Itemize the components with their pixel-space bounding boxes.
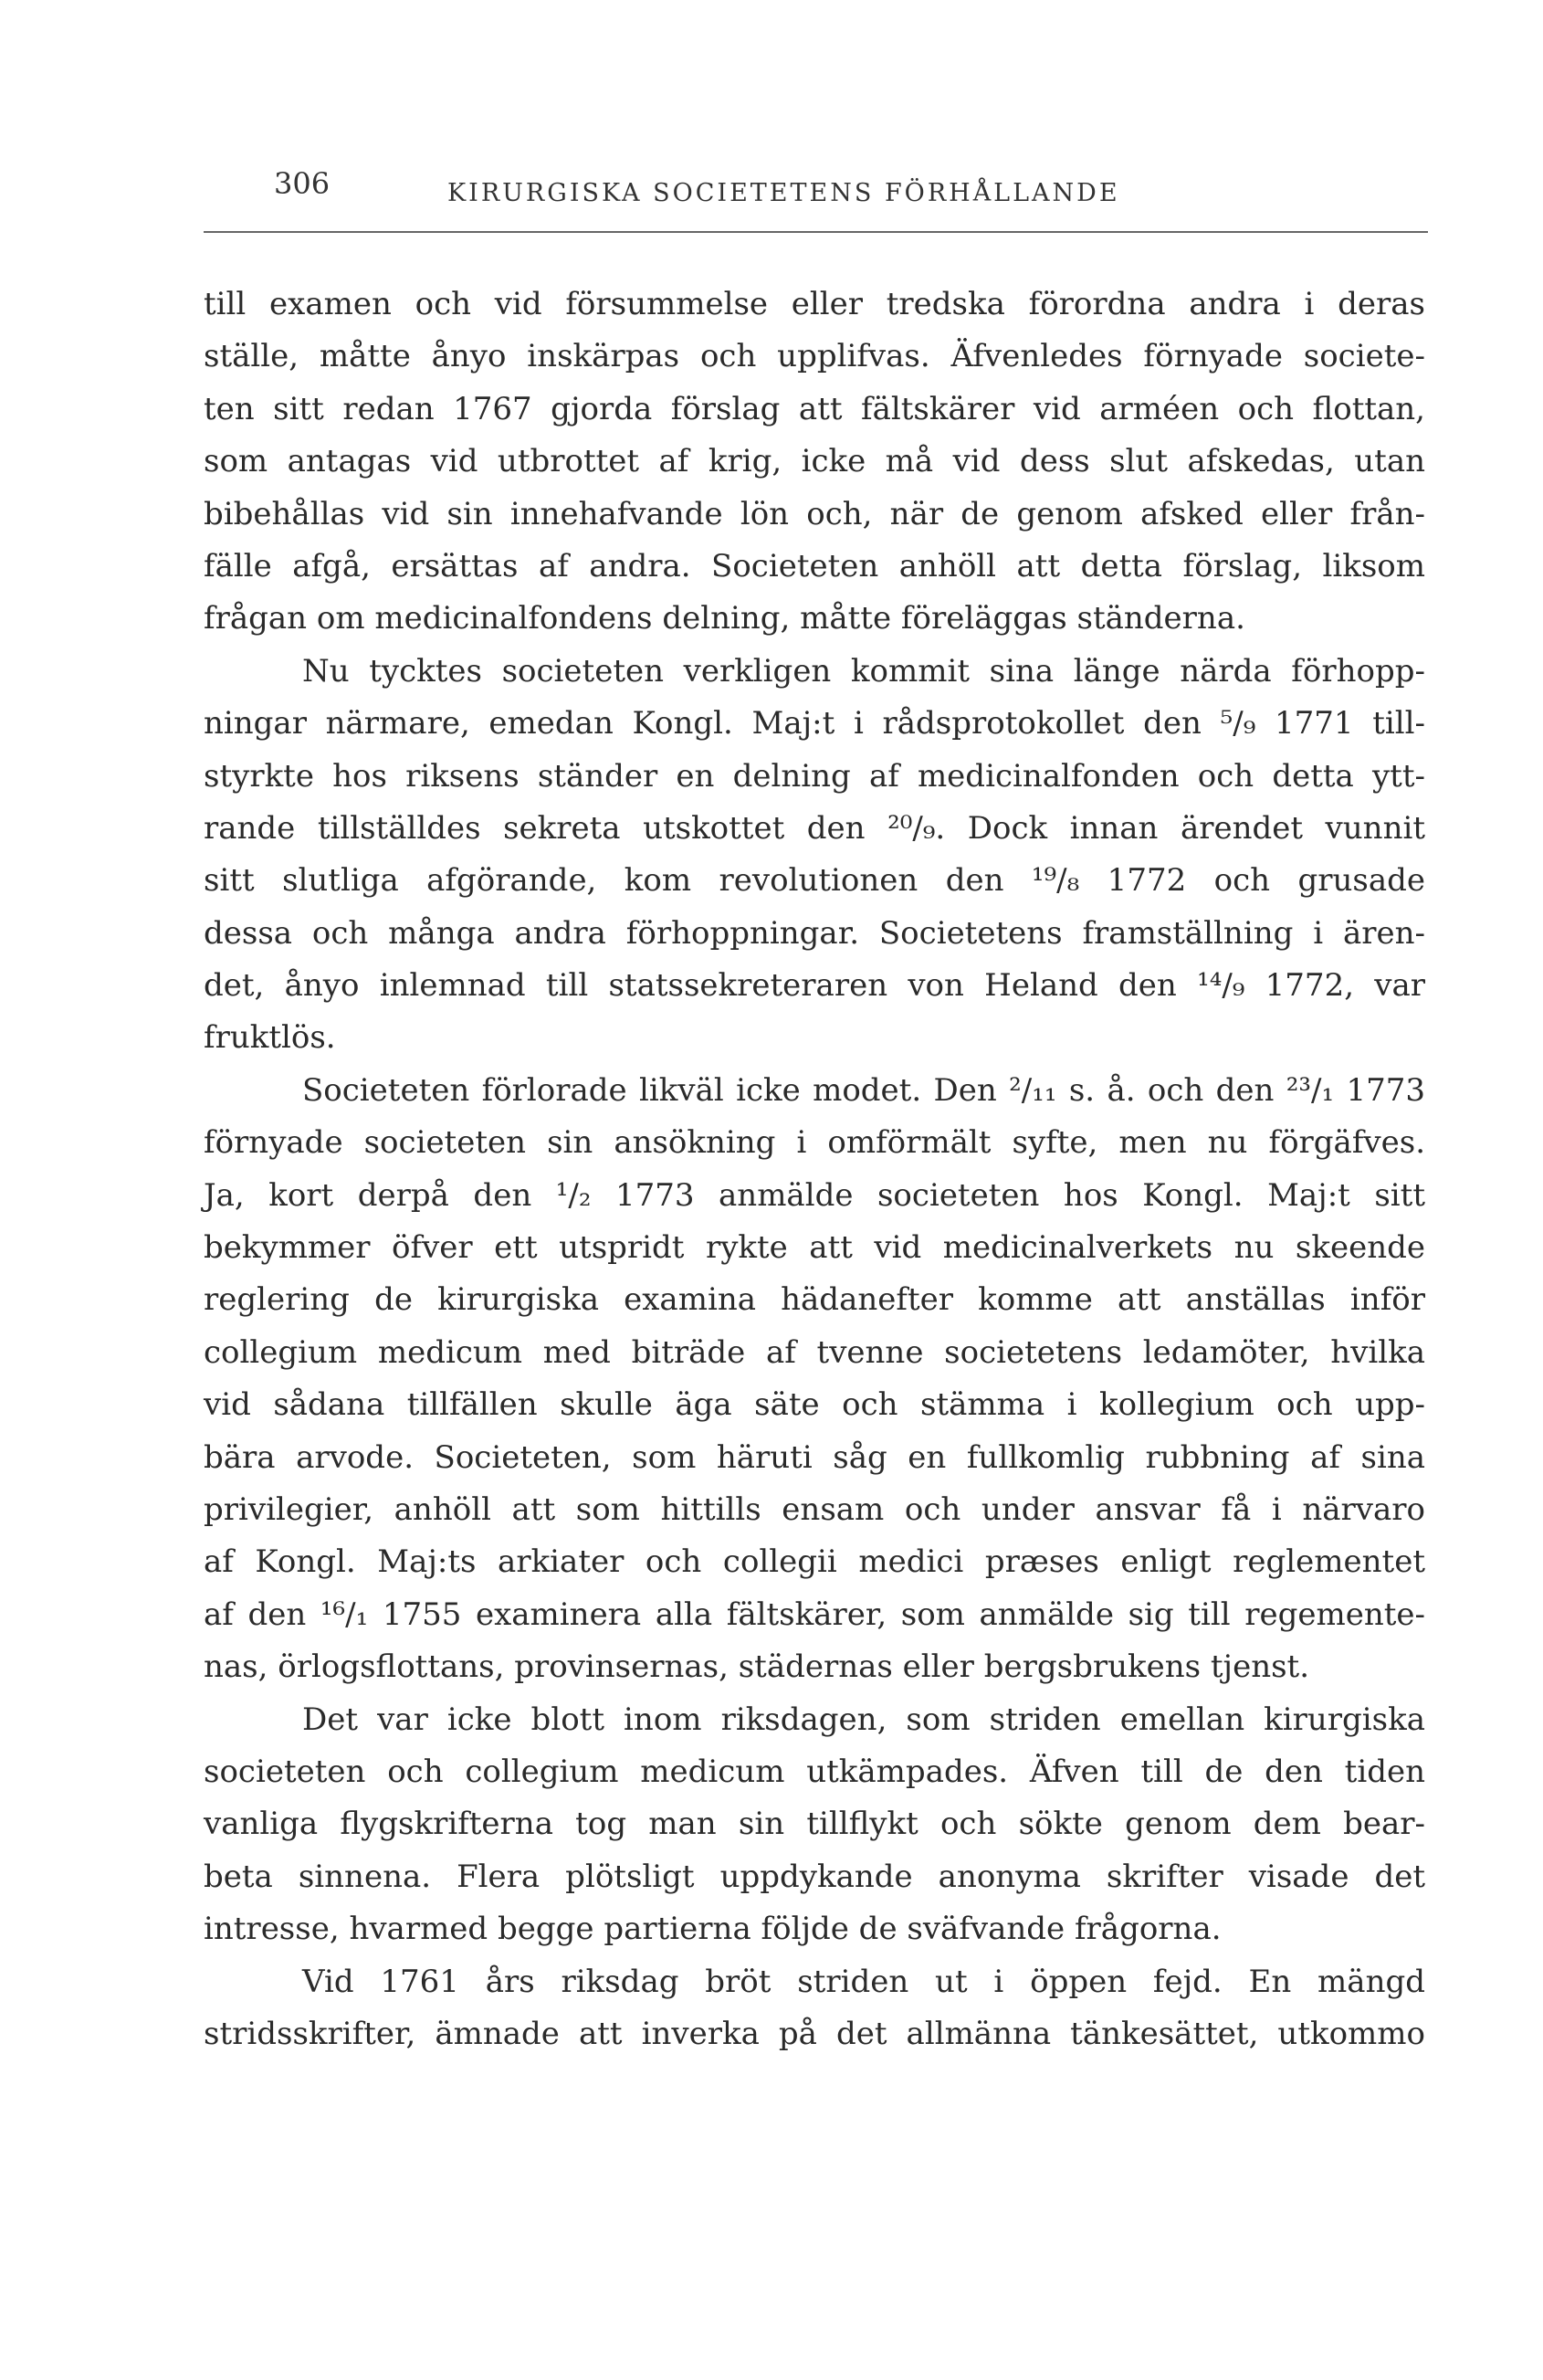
text-line: bekymmer öfver ett utspridt rykte att vid medicinalverkets nu skeende (204, 1229, 1425, 1267)
text-line: Vid 1761 års riksdag bröt striden ut i öppen fejd. En mängd (302, 1963, 1425, 2000)
text-line: af Kongl. Maj:ts arkiater och collegii medici præses enligt reglementet (204, 1543, 1425, 1581)
text-line: Ja, kort derpå den ¹/₂ 1773 anmälde societeten hos Kongl. Maj:t sitt (204, 1176, 1425, 1214)
text-line: som antagas vid utbrottet af krig, icke må vid dess slut afskedas, utan (204, 443, 1425, 480)
text-line: till examen och vid försummelse eller tredska förordna andra i deras (204, 286, 1425, 322)
text-line: Nu tycktes societeten verkligen kommit sina länge närda förhopp- (302, 652, 1425, 690)
text-line: det, ånyo inlemnad till statssekreteraren von Heland den ¹⁴/₉ 1772, var (204, 967, 1425, 1005)
text-line: styrkte hos riksens ständer en delning af medicinalfonden och detta ytt- (204, 757, 1425, 795)
text-line: fruktlös. (204, 1019, 336, 1057)
header-rule (204, 231, 1428, 233)
text-line: rande tillställdes sekreta utskottet den ²⁰/₉. Dock innan ärendet vunnit (204, 809, 1425, 847)
text-line: vanliga flygskrifterna tog man sin tillflykt och sökte genom dem bear- (204, 1806, 1425, 1843)
text-line: ningar närmare, emedan Kongl. Maj:t i rådsprotokollet den ⁵/₉ 1771 till- (204, 705, 1425, 742)
body-text (204, 279, 1425, 2060)
text-line: Societeten förlorade likväl icke modet. Den ²/₁₁ s. å. och den ²³/₁ 1773 (302, 1071, 1425, 1109)
text-line: frågan om medicinalfondens delning, måtte föreläggas ständerna. (204, 600, 1245, 637)
text-line: bibehållas vid sin innehafvande lön och, när de genom afsked eller från- (204, 495, 1425, 532)
text-line: förnyade societeten sin ansökning i omförmält syfte, men nu förgäfves. (204, 1124, 1425, 1162)
text-line: af den ¹⁶/₁ 1755 examinera alla fältskärer, som anmälde sig till regemente- (204, 1595, 1425, 1633)
text-line: Det var icke blott inom riksdagen, som striden emellan kirurgiska (302, 1701, 1425, 1738)
text-line: reglering de kirurgiska examina hädanefter komme att anställas inför (204, 1281, 1425, 1319)
text-line: intresse, hvarmed begge partierna följde de sväfvande frågorna. (204, 1911, 1222, 1948)
text-line: societeten och collegium medicum utkämpades. Äfven till de den tiden (204, 1753, 1425, 1790)
text-line: dessa och många andra förhoppningar. Societetens framställning i ären- (204, 914, 1425, 952)
text-line: fälle afgå, ersättas af andra. Societeten anhöll att detta förslag, liksom (204, 547, 1425, 584)
text-line: collegium medicum med biträde af tvenne societetens ledamöter, hvilka (204, 1333, 1425, 1371)
text-line: bära arvode. Societeten, som häruti såg en fullkomlig rubbning af sina (204, 1438, 1425, 1476)
text-line: vid sådana tillfällen skulle äga säte och stämma i kollegium och upp- (204, 1386, 1425, 1424)
text-line: nas, örlogsflottans, provinsernas, städernas eller bergsbrukens tjenst. (204, 1648, 1310, 1686)
running-head: KIRURGISKA SOCIETETENS FÖRHÅLLANDE (447, 179, 1120, 207)
page-number: 306 (274, 166, 331, 201)
text-line: beta sinnena. Flera plötsligt uppdykande anonyma skrifter visade det (204, 1858, 1425, 1895)
text-line: ställe, måtte ånyo inskärpas och upplifvas. Äfvenledes förnyade societe- (204, 338, 1425, 375)
text-line: sitt slutliga afgörande, kom revolutionen den ¹⁹/₈ 1772 och grusade (204, 862, 1425, 900)
text-line: ten sitt redan 1767 gjorda förslag att fältskärer vid arméen och flottan, (204, 390, 1425, 427)
text-line: privilegier, anhöll att som hittills ensam och under ansvar få i närvaro (204, 1490, 1425, 1528)
text-line: stridsskrifter, ämnade att inverka på det allmänna tänkesättet, utkommo (204, 2015, 1425, 2052)
